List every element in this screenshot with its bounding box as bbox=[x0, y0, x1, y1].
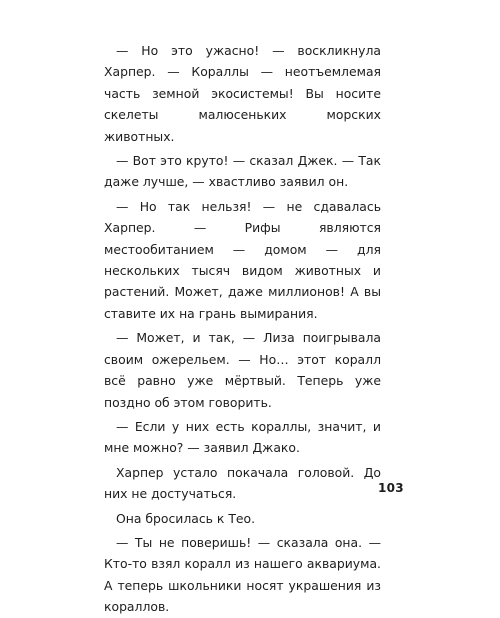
page-number: 103 bbox=[378, 481, 404, 495]
paragraph: — Вот это круто! — сказал Джек. — Так даже лучше, — хвастливо заявил он. bbox=[104, 153, 381, 190]
body-text bbox=[104, 40, 381, 618]
paragraph: — Если у них есть кораллы, значит, и мне можно? — заявил Джако. bbox=[104, 418, 381, 456]
paragraph: — Но так нельзя! — не сдавалась Харпер. — Рифы являются местообитанием — домом — для нескольких тысяч видом животных и растений. Может, даже миллионов! А вы ставите их на грань вымирания. bbox=[104, 198, 381, 321]
paragraph: — Может, и так, — Лиза поигрывала своим ожерельем. — Но… этот коралл всё равно уже мёртвый. Теперь уже поздно об этом говорить. bbox=[104, 330, 381, 410]
paragraph: Харпер устало покачала головой. До них не достучаться. bbox=[104, 464, 381, 502]
paragraph: Она бросилась к Тео. bbox=[116, 510, 256, 526]
paragraph: — Ты не поверишь! — сказала она. — Кто-то взял коралл из нашего аквариума. А теперь школьники носят украшения из кораллов. bbox=[104, 534, 381, 615]
paragraph: — Но это ужасно! — воскликнула Харпер. — Кораллы — неотъемлемая часть земной экосистемы! Вы носите скелеты малюсеньких морских животных. bbox=[104, 43, 381, 144]
